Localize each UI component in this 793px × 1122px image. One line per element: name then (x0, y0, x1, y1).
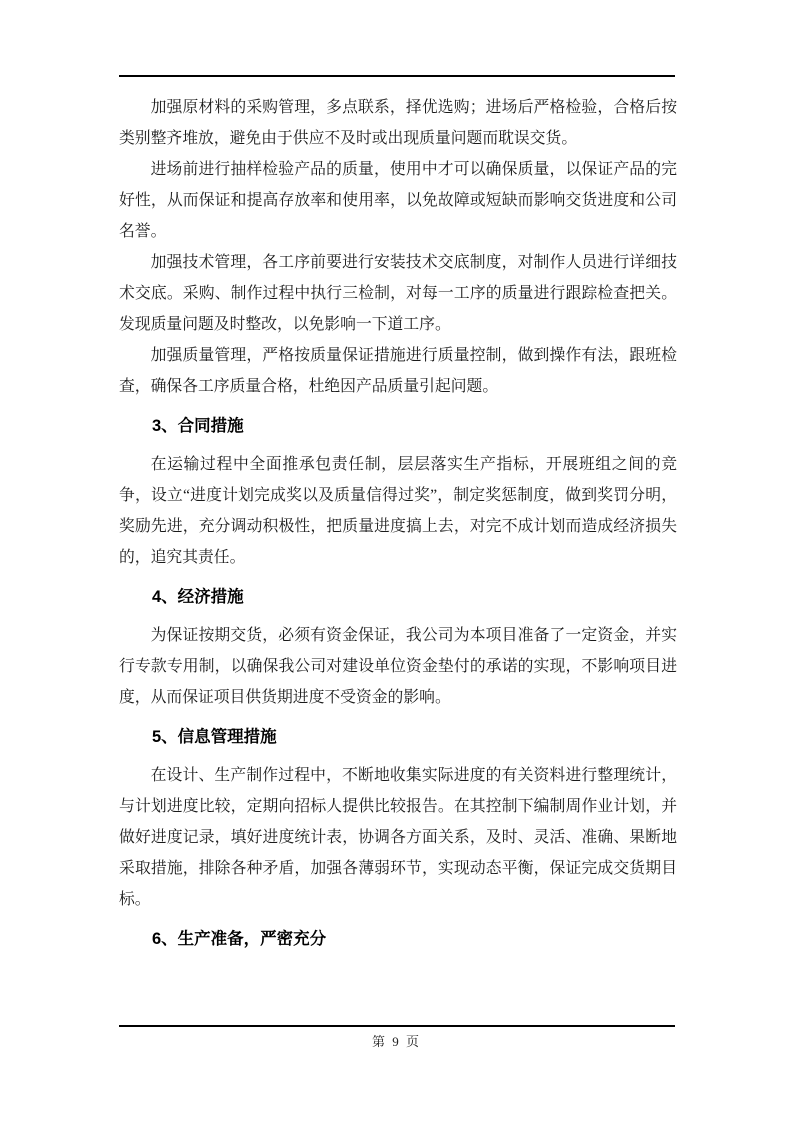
body-paragraph: 加强技术管理，各工序前要进行安装技术交底制度，对制作人员进行详细技术交底。采购、制作过程中执行三检制，对每一工序的质量进行跟踪检查把关。发现质量问题及时整改，以免影响一下道工序。 (119, 254, 677, 333)
section-heading-information-management: 5、信息管理措施 (152, 728, 277, 746)
body-paragraph: 在运输过程中全面推承包责任制，层层落实生产指标，开展班组之间的竞争，设立“进度计划完成奖以及质量信得过奖”，制定奖惩制度，做到奖罚分明，奖励先进，充分调动积极性，把质量进度搞上去，对完不成计划而造成经济损失的，追究其责任。 (119, 456, 677, 566)
body-paragraph: 加强原材料的采购管理，多点联系，择优选购；进场后严格检验，合格后按类别整齐堆放，避免由于供应不及时或出现质量问题而耽误交货。 (119, 99, 677, 147)
body-paragraph: 加强质量管理，严格按质量保证措施进行质量控制，做到操作有法，跟班检查，确保各工序质量合格，杜绝因产品质量引起问题。 (119, 347, 677, 395)
document-body (119, 92, 677, 962)
page-number: 第 9 页 (371, 1034, 421, 1049)
header-divider (119, 75, 675, 77)
body-paragraph: 在设计、生产制作过程中，不断地收集实际进度的有关资料进行整理统计，与计划进度比较，定期向招标人提供比较报告。在其控制下编制周作业计划，并做好进度记录，填好进度统计表，协调各方面关系，及时、灵活、准确、果断地采取措施，排除各种矛盾，加强各薄弱环节，实现动态平衡，保证完成交货期目标。 (119, 767, 677, 908)
page-footer (0, 1031, 793, 1050)
section-heading-production-preparation: 6、生产准备，严密充分 (152, 930, 327, 948)
footer-divider (119, 1025, 675, 1027)
section-heading-contract-measures: 3、合同措施 (152, 417, 244, 435)
section-heading-economic-measures: 4、经济措施 (152, 588, 244, 606)
body-paragraph: 进场前进行抽样检验产品的质量，使用中才可以确保质量，以保证产品的完好性，从而保证和提高存放率和使用率，以免故障或短缺而影响交货进度和公司名誉。 (119, 161, 677, 240)
body-paragraph: 为保证按期交货，必须有资金保证，我公司为本项目准备了一定资金，并实行专款专用制，以确保我公司对建设单位资金垫付的承诺的实现，不影响项目进度，从而保证项目供货期进度不受资金的影响。 (119, 627, 677, 706)
